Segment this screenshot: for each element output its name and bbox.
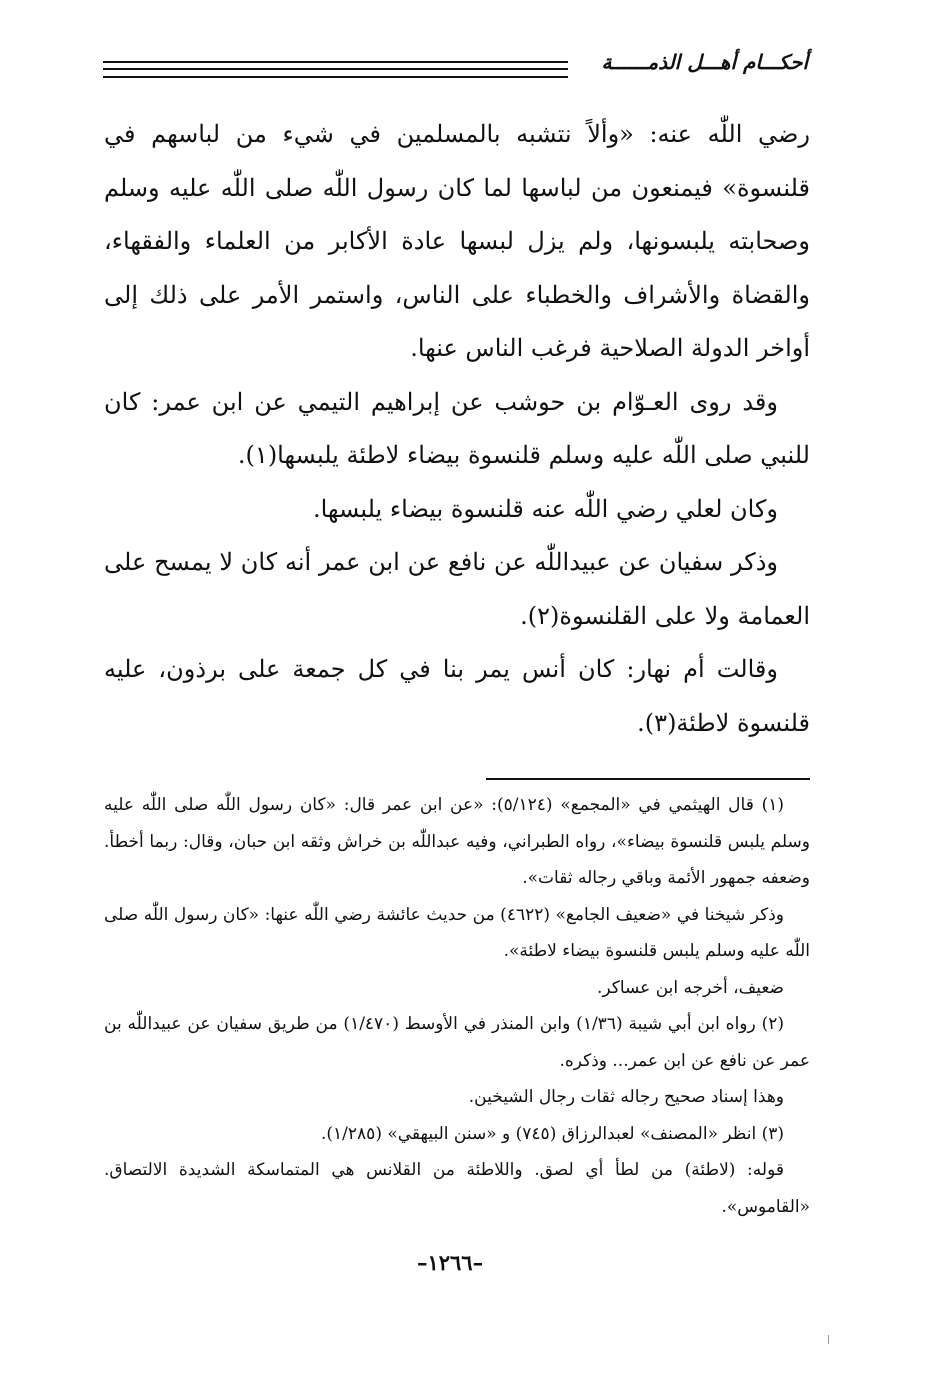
footnote-2: (٢) رواه ابن أبي شيبة (١/٣٦) وابن المنذر في الأوسط (١/٤٧٠) من طريق سفيان عن عبيداللّٰه بن عمر عن نافع عن ابن عمر... وذكره. bbox=[104, 1014, 810, 1071]
margin-mark bbox=[828, 1335, 829, 1344]
main-text-body bbox=[104, 108, 810, 750]
main-paragraph: وذكر سفيان عن عبيداللّٰه عن نافع عن ابن عمر أنه كان لا يمسح على العمامة ولا على القلنسوة(٢). bbox=[104, 548, 810, 630]
main-paragraph: وقد روى العـوّام بن حوشب عن إبراهيم التيمي عن ابن عمر: كان للنبي صلى اللّٰه عليه وسلم قلنسوة بيضاء لاطئة يلبسها(١). bbox=[104, 387, 810, 469]
header-rule bbox=[103, 76, 568, 78]
page-number: –١٢٦٦– bbox=[416, 1250, 484, 1275]
main-paragraph: رضي اللّٰه عنه: «وألاً نتشبه بالمسلمين في شيء من لباسهم في قلنسوة» فيمنعون من لباسها لما كان رسول اللّٰه صلى اللّٰه عليه وسلم وصحابته يلبسونها، ولم يزل لبسها عادة الأكابر من العلماء والفقهاء، والقضاة والأشراف والخطباء على الناس، واستمر الأمر على ذلك إلى أواخر الدولة الصلاحية فرغب الناس عنها. bbox=[104, 120, 810, 362]
main-paragraph: وقالت أم نهار: كان أنس يمر بنا في كل جمعة على برذون، عليه قلنسوة لاطئة(٣). bbox=[104, 655, 810, 737]
footnote-2-note: وهذا إسناد صحيح رجاله ثقات رجال الشيخين. bbox=[468, 1087, 784, 1107]
header-rule bbox=[103, 61, 568, 63]
footnote-1-note: وذكر شيخنا في «ضعيف الجامع» (٤٦٢٢) من حديث عائشة رضي اللّٰه عنها: «كان رسول اللّٰه صلى اللّٰه عليه وسلم يلبس قلنسوة بيضاء لاطئة». bbox=[104, 904, 810, 961]
footnote-1-grade: ضعيف، أخرجه ابن عساكر. bbox=[596, 977, 784, 998]
footnotes-section bbox=[104, 787, 810, 1225]
footnote-3: (٣) انظر «المصنف» لعبدالرزاق (٧٤٥) و «سنن البيهقي» (١/٢٨٥). bbox=[321, 1123, 784, 1144]
footnote-3-note: قوله: (لاطئة) من لطأ أي لصق. واللاطئة من القلانس هي المتماسكة الشديدة الالتصاق. «القاموس». bbox=[104, 1160, 810, 1217]
main-paragraph: وكان لعلي رضي اللّٰه عنه قلنسوة بيضاء يلبسها. bbox=[312, 494, 778, 523]
footnote-separator bbox=[486, 778, 810, 780]
header-rule bbox=[103, 68, 568, 70]
running-header-title: أحكـــام أهـــل الذمــــــة bbox=[601, 50, 808, 74]
footnote-1: (١) قال الهيثمي في «المجمع» (٥/١٢٤): «عن ابن عمر قال: «كان رسول اللّٰه صلى اللّٰه عليه وسلم يلبس قلنسوة بيضاء»، رواه الطبراني، وفيه عبداللّٰه بن خراش وثقه ابن حبان، وقال: ربما أخطأ. وضعفه جمهور الأئمة وباقي رجاله ثقات». bbox=[104, 795, 810, 888]
